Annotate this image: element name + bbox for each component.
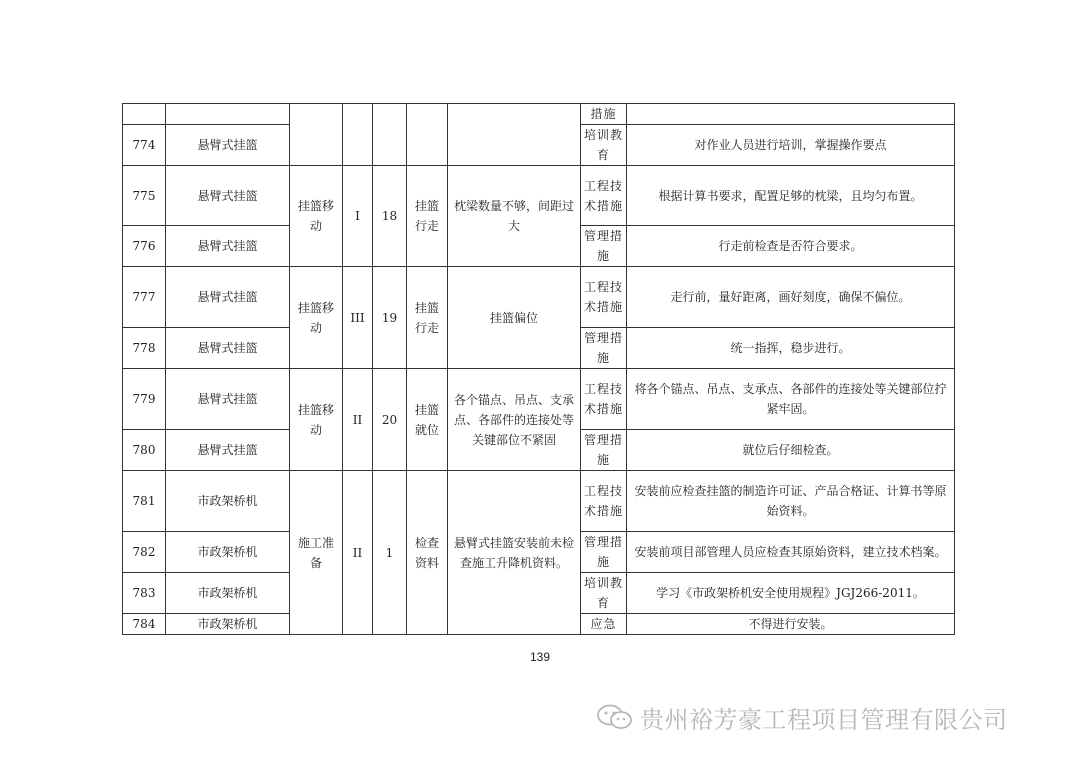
measure-type: 管理措施 (581, 532, 627, 573)
risk-score: 18 (373, 166, 407, 267)
measure-text: 安装前应检查挂篮的制造许可证、产品合格证、计算书等原始资料。 (627, 471, 955, 532)
row-number: 780 (123, 430, 166, 471)
equipment-name: 悬臂式挂篮 (166, 166, 290, 226)
hazard-cell: 枕梁数量不够，间距过大 (448, 166, 581, 267)
hazard-cell: 悬臂式挂篮安装前未检查施工升降机资料。 (448, 471, 581, 635)
equipment-name: 市政架桥机 (166, 573, 290, 614)
row-number: 782 (123, 532, 166, 573)
risk-level: II (343, 471, 373, 635)
hazard-cell-empty (448, 104, 581, 166)
equipment-name: 市政架桥机 (166, 532, 290, 573)
equipment-name: 悬臂式挂篮 (166, 226, 290, 267)
watermark-text: 贵州裕芳豪工程项目管理有限公司 (640, 705, 1008, 734)
equipment-name: 悬臂式挂篮 (166, 369, 290, 430)
measure-text: 安装前项目部管理人员应检查其原始资料，建立技术档案。 (627, 532, 955, 573)
step-cell: 检查资料 (407, 471, 448, 635)
row-number: 776 (123, 226, 166, 267)
equipment-name (166, 104, 290, 125)
step-cell-empty (407, 104, 448, 166)
row-number: 784 (123, 614, 166, 635)
measure-text: 走行前，量好距离，画好刻度，确保不偏位。 (627, 267, 955, 328)
hazard-measures-table (122, 103, 955, 635)
measure-type: 培训教育 (581, 573, 627, 614)
equipment-name: 悬臂式挂篮 (166, 430, 290, 471)
hazard-cell: 各个锚点、吊点、支承点、各部件的连接处等关键部位不紧固 (448, 369, 581, 471)
row-number: 783 (123, 573, 166, 614)
watermark (596, 702, 1056, 732)
measure-text: 根据计算书要求，配置足够的枕梁，且均匀布置。 (627, 166, 955, 226)
risk-score: 1 (373, 471, 407, 635)
measure-type: 管理措施 (581, 226, 627, 267)
process-cell: 挂篮移动 (290, 369, 343, 471)
row-number: 781 (123, 471, 166, 532)
measure-text: 统一指挥，稳步进行。 (627, 328, 955, 369)
measure-type: 工程技术措施 (581, 267, 627, 328)
measure-text (627, 104, 955, 125)
level-cell-empty (343, 104, 373, 166)
measure-text: 学习《市政架桥机安全使用规程》JGJ266-2011。 (627, 573, 955, 614)
table-row (123, 471, 955, 532)
measure-type: 工程技术措施 (581, 166, 627, 226)
process-cell: 挂篮移动 (290, 166, 343, 267)
wechat-icon (596, 703, 634, 731)
process-cell: 挂篮移动 (290, 267, 343, 369)
equipment-name: 悬臂式挂篮 (166, 267, 290, 328)
process-cell: 施工准备 (290, 471, 343, 635)
step-cell: 挂篮行走 (407, 166, 448, 267)
step-cell: 挂篮行走 (407, 267, 448, 369)
table-row (123, 267, 955, 328)
measure-type: 管理措施 (581, 328, 627, 369)
row-number: 774 (123, 125, 166, 166)
hazard-cell: 挂篮偏位 (448, 267, 581, 369)
equipment-name: 市政架桥机 (166, 614, 290, 635)
table-row (123, 369, 955, 430)
equipment-name: 悬臂式挂篮 (166, 125, 290, 166)
equipment-name: 悬臂式挂篮 (166, 328, 290, 369)
measure-text: 将各个锚点、吊点、支承点、各部件的连接处等关键部位拧紧牢固。 (627, 369, 955, 430)
row-number: 777 (123, 267, 166, 328)
page-number: 139 (529, 650, 551, 664)
risk-level: II (343, 369, 373, 471)
measure-type: 培训教育 (581, 125, 627, 166)
step-cell: 挂篮就位 (407, 369, 448, 471)
equipment-name: 市政架桥机 (166, 471, 290, 532)
measure-text: 行走前检查是否符合要求。 (627, 226, 955, 267)
measure-type: 工程技术措施 (581, 369, 627, 430)
score-cell-empty (373, 104, 407, 166)
row-number (123, 104, 166, 125)
table-row (123, 104, 955, 125)
measure-type: 措施 (581, 104, 627, 125)
measure-text: 对作业人员进行培训，掌握操作要点 (627, 125, 955, 166)
measure-type: 工程技术措施 (581, 471, 627, 532)
risk-score: 19 (373, 267, 407, 369)
row-number: 775 (123, 166, 166, 226)
table-row (123, 166, 955, 226)
row-number: 779 (123, 369, 166, 430)
process-cell-empty (290, 104, 343, 166)
risk-level: I (343, 166, 373, 267)
measure-type: 管理措施 (581, 430, 627, 471)
measure-type: 应急 (581, 614, 627, 635)
measure-text: 不得进行安装。 (627, 614, 955, 635)
risk-score: 20 (373, 369, 407, 471)
measure-text: 就位后仔细检查。 (627, 430, 955, 471)
row-number: 778 (123, 328, 166, 369)
risk-level: III (343, 267, 373, 369)
